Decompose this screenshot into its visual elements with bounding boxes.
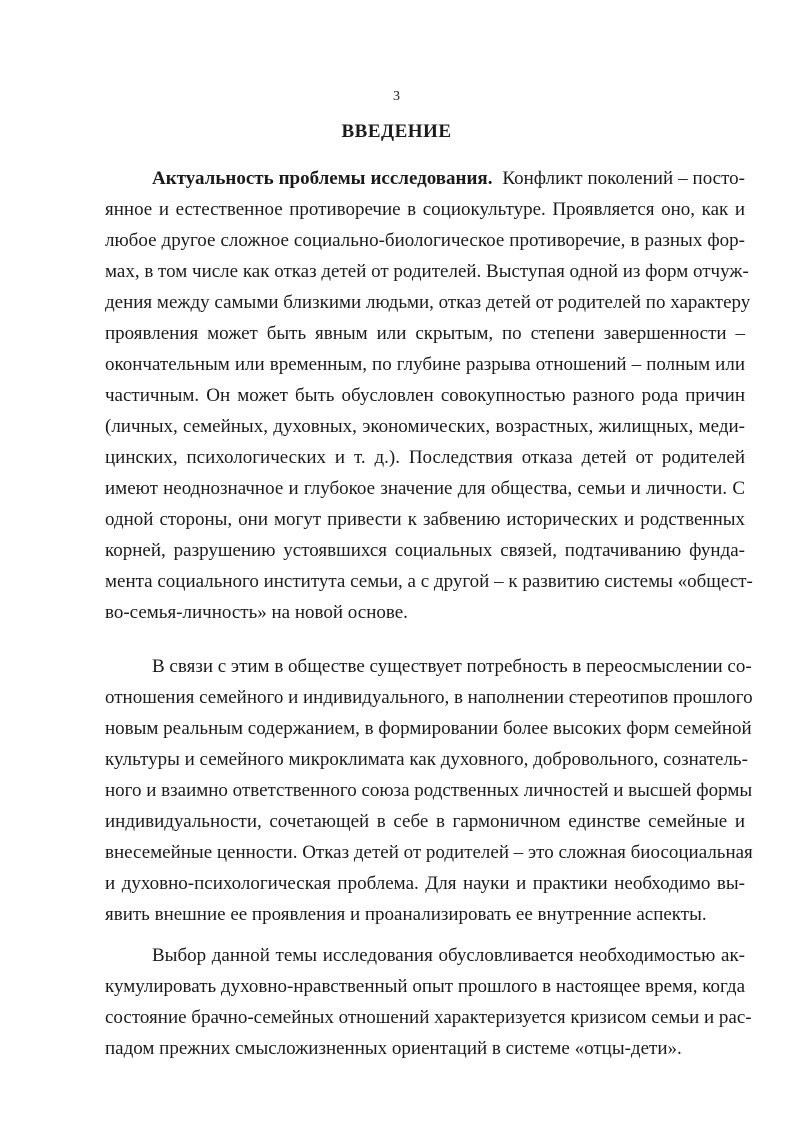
- text-line: кумулировать духовно-нравственный опыт прошлого в настоящее время, когда: [105, 976, 745, 997]
- text-line: Выбор данной темы исследования обусловливается необходимостью ак-: [152, 945, 745, 966]
- text-line: ного и взаимно ответственного союза родственных личностей и высшей формы: [105, 780, 753, 801]
- text-line: внесемейные ценности. Отказ детей от родителей – это сложная биосоциальная: [105, 842, 753, 863]
- text-line: имеют неоднозначное и глубокое значение для общества, семьи и личности. С: [105, 478, 745, 499]
- text-line: частичным. Он может быть обусловлен совокупностью разного рода причин: [105, 385, 745, 406]
- text-line: цинских, психологических и т. д.). Последствия отказа детей от родителей: [105, 447, 745, 468]
- text-line: корней, разрушению устоявшихся социальных связей, подтачиванию фунда-: [105, 540, 745, 561]
- text-line: состояние брачно-семейных отношений характеризуется кризисом семьи и рас-: [105, 1007, 752, 1028]
- text-line: культуры и семейного микроклимата как духовного, добровольного, сознатель-: [105, 749, 748, 770]
- paragraph-relevance: [105, 163, 753, 628]
- paragraph-context: [105, 651, 753, 930]
- text-line: проявления может быть явным или скрытым, по степени завершенности –: [105, 323, 745, 344]
- text-line: дения между самыми близкими людьми, отказ детей от родителей по характеру: [105, 292, 751, 313]
- text-line: окончательным или временным, по глубине разрыва отношений – полным или: [105, 354, 745, 375]
- paragraph-lead: Актуальность проблемы исследования.: [152, 168, 493, 189]
- text-line: новым реальным содержанием, в формировании более высоких форм семейной: [105, 718, 752, 739]
- text-line: мах, в том числе как отказ детей от родителей. Выступая одной из форм отчуж-: [105, 261, 749, 282]
- text-line: Актуальность проблемы исследования. Конфликт поколений – посто-: [152, 168, 745, 189]
- text-line: падом прежних смысложизненных ориентаций в системе «отцы-дети».: [105, 1038, 682, 1059]
- text-line: явить внешние ее проявления и проанализировать ее внутренние аспекты.: [105, 904, 707, 925]
- text-line: (личных, семейных, духовных, экономических, возрастных, жилищных, меди-: [105, 416, 745, 437]
- text-line: во-семья-личность» на новой основе.: [105, 602, 408, 623]
- page-title: ВВЕДЕНИЕ: [341, 121, 452, 142]
- text-line: индивидуальности, сочетающей в себе в гармоничном единстве семейные и: [105, 811, 745, 832]
- text-line: отношения семейного и индивидуального, в наполнении стереотипов прошлого: [105, 687, 753, 708]
- text-line: и духовно-психологическая проблема. Для науки и практики необходимо вы-: [105, 873, 745, 894]
- text-line: мента социального института семьи, а с другой – к развитию системы «общест-: [105, 571, 753, 592]
- paragraph-topic-choice: [105, 940, 752, 1064]
- text-line: янное и естественное противоречие в социокультуре. Проявляется оно, как и: [105, 199, 745, 220]
- text-line: В связи с этим в обществе существует потребность в переосмыслении со-: [152, 656, 752, 677]
- text-line: одной стороны, они могут привести к забвению исторических и родственных: [105, 509, 745, 530]
- text-line: любое другое сложное социально-биологическое противоречие, в разных фор-: [105, 230, 745, 251]
- page-number: 3: [393, 89, 400, 104]
